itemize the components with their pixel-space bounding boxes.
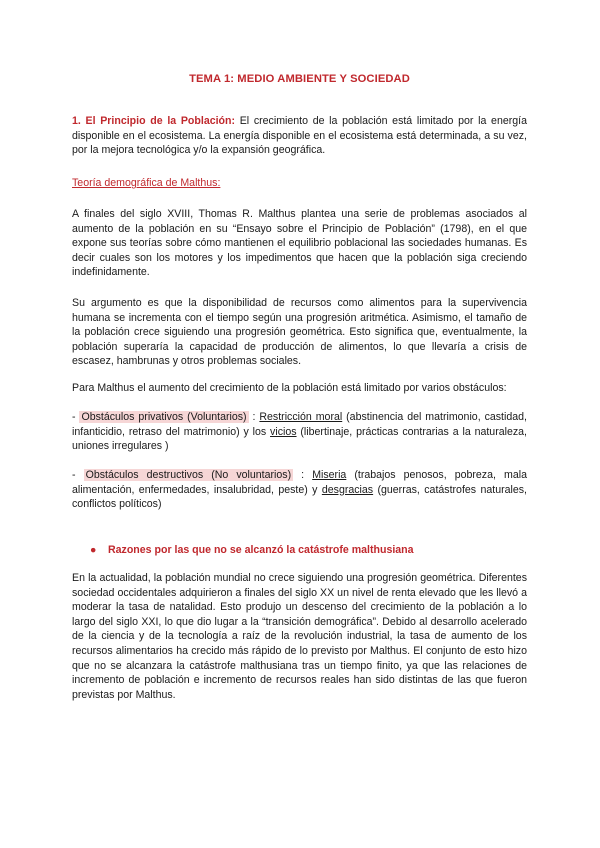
obstacle-1-prefix: -	[72, 411, 80, 423]
obstacle-2-text-2: (guerras, catástrofes naturales, conflictos políticos)	[72, 483, 527, 511]
obstacle-1-term-moral: Restricción moral	[259, 411, 343, 423]
obstacle-2-term-desgracias: desgracias	[321, 483, 374, 496]
obstacle-1-label: Obstáculos privativos (Voluntarios)	[81, 411, 247, 423]
section-1-heading: 1. El Principio de la Población:	[72, 115, 236, 127]
obstacle-1-text-1: (abstinencia del matrimonio, castidad, infanticidio, retraso del matrimonio) y los	[72, 411, 527, 438]
obstacle-1-term-vicios: vicios	[270, 425, 297, 438]
document-title: TEMA 1: MEDIO AMBIENTE Y SOCIEDAD	[189, 73, 410, 85]
malthus-theory-heading: Teoría demográfica de Malthus:	[72, 177, 221, 189]
obstacle-destructive	[72, 468, 527, 512]
obstacles-intro: Para Malthus el aumento del crecimiento de la población está limitado por varios obstáculos:	[72, 382, 507, 394]
bullet-heading-text: Razones por las que no se alcanzó la catástrofe malthusiana	[108, 544, 414, 556]
obstacle-privative	[72, 410, 527, 454]
obstacle-2-label: Obstáculos destructivos (No voluntarios)	[85, 469, 292, 481]
section-1-paragraph	[72, 114, 527, 158]
obstacle-2-prefix: -	[72, 469, 84, 481]
obstacle-2-text-1: (trabajos penosos, pobreza, mala alimentación, enfermedades, insalubridad, peste) y	[72, 469, 527, 496]
section-1-text: El crecimiento de la población está limitado por la energía disponible en el ecosistema. La energía disponible en el ecosistema está determinada, a su vez, por la mejora tecnológica y/o la expansión geográfica.	[72, 115, 527, 157]
malthus-paragraph-1: A finales del siglo XVIII, Thomas R. Malthus plantea una serie de problemas asociados al aumento de la población en su “Ensayo sobre el Principio de Población” (1798), en el que expone sus teorías sobre cómo mantienen el equilibrio poblacional las sociedades humanas. Es decir cuales son los motores y los impedimentos que hacen que la población siga creciendo indefinidamente.	[72, 208, 527, 279]
obstacle-1-sep: :	[248, 411, 260, 423]
malthus-paragraph-2: Su argumento es que la disponibilidad de recursos como alimentos para la supervivencia humana se incrementa con el tiempo según una progresión aritmética. Asimismo, el tamaño de la población crece siguiendo una progresión geométrica. Esto significa que, eventualmente, la población superaría la capacidad de producción de alimentos, lo que llevaría a crisis de escasez, hambrunas y otros problemas sociales.	[72, 297, 527, 368]
obstacle-1-text-2: (libertinaje, prácticas contrarias a la naturaleza, uniones irregulares )	[72, 425, 527, 453]
catastrophe-paragraph: En la actualidad, la población mundial no crece siguiendo una progresión geométrica. Diferentes sociedad occidentales adquirieron a finales del siglo XX un nivel de renta elevado que les llevó a moderar la tasa de natalidad. Esto produjo un descenso del crecimiento de la población a lo largo del siglo XXI, lo que dio lugar a la “transición demográfica”. Debido al desarrollo acelerado de la ciencia y de la tecnología a raíz de la revolución industrial, la tasa de aumento de los recursos alimentarios ha crecido más rápido de lo previsto por Malthus. El conjunto de esto hizo que no se alcanzara la catástrofe malthusiana tras un tiempo finito, ya que las relaciones de incremento de población e incremento de recursos reales han sido distintas de las que fueron previstas por Malthus.	[72, 572, 527, 701]
obstacle-2-term-miseria: Miseria	[312, 469, 347, 481]
bullet-icon: ●	[90, 544, 97, 556]
obstacle-2-sep: :	[293, 469, 313, 481]
